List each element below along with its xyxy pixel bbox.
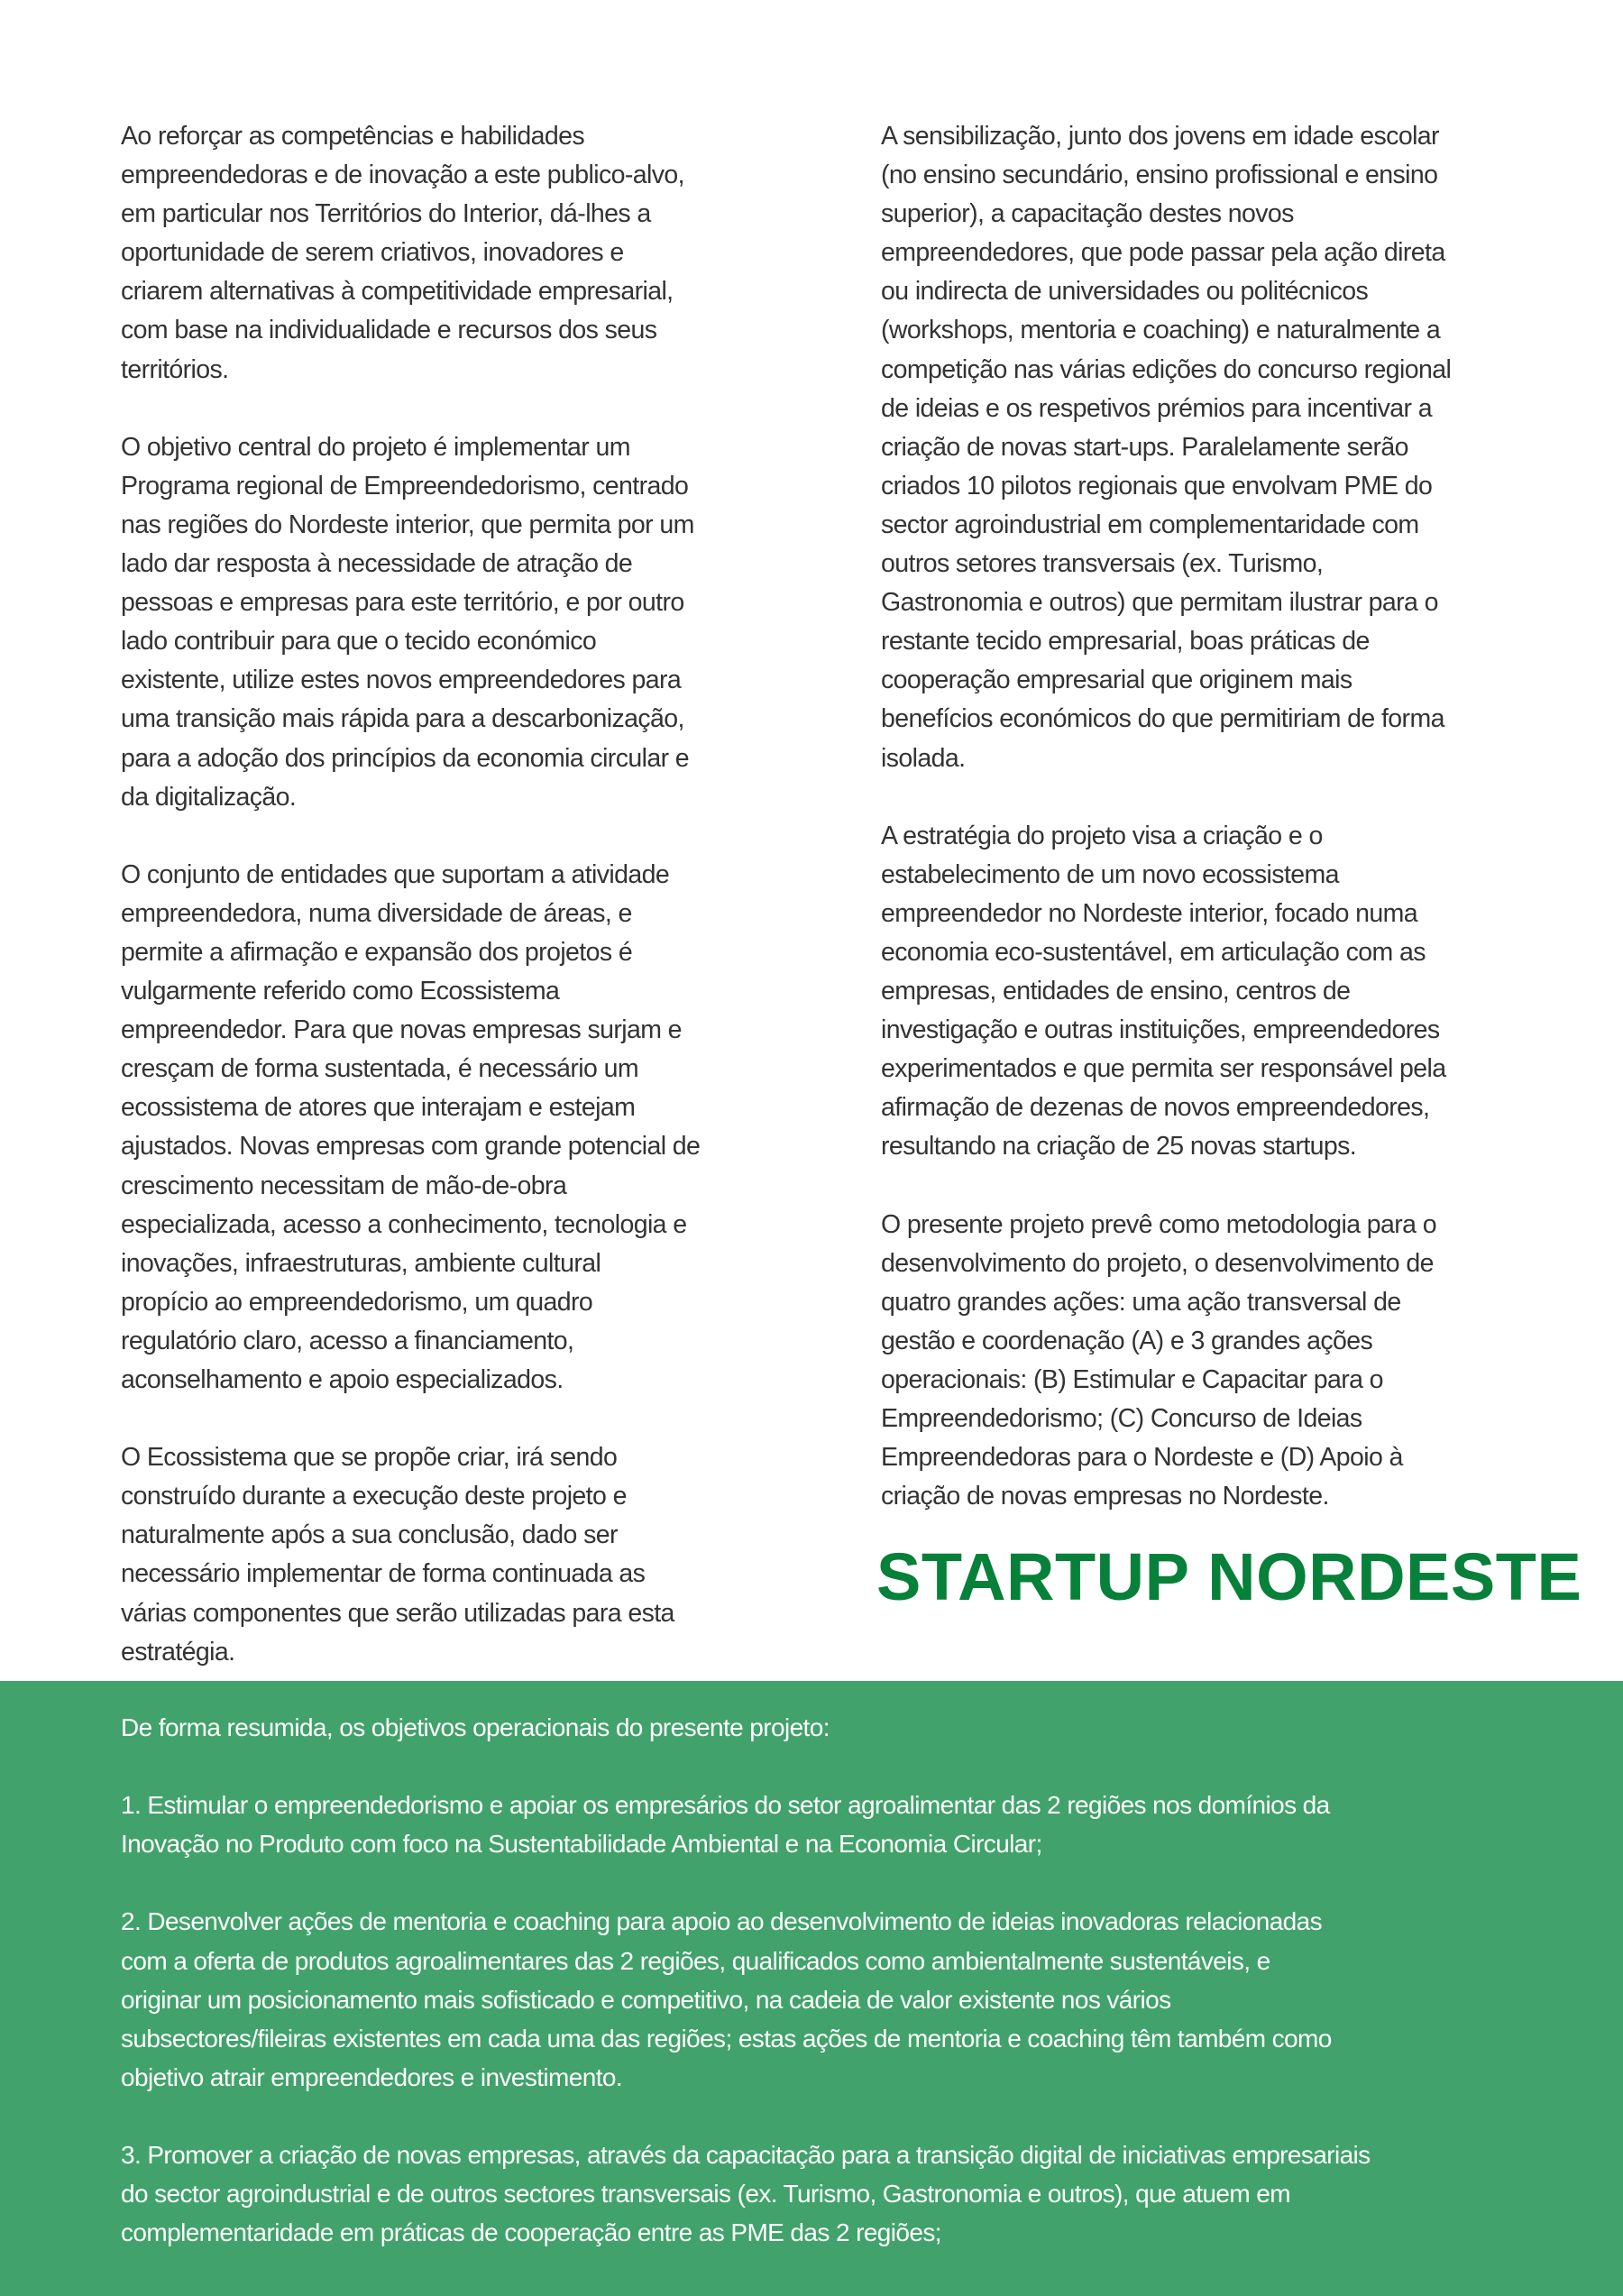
text-line: permite a afirmação e expansão dos projetos é (121, 937, 633, 967)
text-line: nas regiões do Nordeste interior, que permita por um (121, 510, 694, 539)
paragraph (121, 428, 806, 817)
text-line: Programa regional de Empreendedorismo, centrado (121, 471, 689, 501)
text-line: subsectores/fileiras existentes em cada uma das regiões; estas ações de mentoria e coaching têm também como (121, 2024, 1332, 2053)
text-line: O objetivo central do projeto é implementar um (121, 432, 630, 462)
text-line: lado contribuir para que o tecido económico (121, 627, 597, 657)
paragraph (121, 1902, 1371, 2096)
text-line: Ao reforçar as competências e habilidades (121, 122, 585, 151)
text-line: crescimento necessitam de mão-de-obra (121, 1171, 567, 1200)
paragraph (121, 2135, 1371, 2252)
text-line: estabelecimento de um novo ecossistema (881, 859, 1339, 889)
text-line: ajustados. Novas empresas com grande potencial de (121, 1132, 701, 1162)
text-line: naturalmente após a sua conclusão, dado ser (121, 1520, 618, 1550)
text-line: propício ao empreendedorismo, um quadro (121, 1287, 593, 1317)
text-line: do sector agroindustrial e de outros sectores transversais (ex. Turismo, Gastronomia e outros), que atuem em (121, 2180, 1290, 2209)
text-line: com base na individualidade e recursos dos seus (121, 316, 657, 345)
text-line: (no ensino secundário, ensino profissional e ensino (881, 161, 1438, 190)
text-line: A estratégia do projeto visa a criação e o (881, 821, 1323, 850)
text-line: de ideias e os respetivos prémios para incentivar a (881, 393, 1432, 423)
text-line: necessário implementar de forma continuada as (121, 1559, 646, 1589)
text-line: para a adoção dos princípios da economia circular e (121, 743, 690, 773)
text-line: cooperação empresarial que originem mais (881, 666, 1352, 695)
text-line: empreendedor no Nordeste interior, focado numa (881, 898, 1418, 928)
text-line: empreendedora, numa diversidade de áreas, e (121, 898, 632, 928)
text-line: existente, utilize estes novos empreendedores para (121, 666, 682, 695)
brand-title: STARTUP NORDESTE (876, 1539, 1582, 1614)
text-line: isolada. (881, 743, 966, 773)
text-line: especializada, acesso a conhecimento, tecnologia e (121, 1209, 687, 1239)
text-line: empreendedores, que pode passar pela ação direta (881, 238, 1445, 268)
text-line: lado dar resposta à necessidade de atração de (121, 549, 633, 579)
text-line: com a oferta de produtos agroalimentares das 2 regiões, qualificados como ambientalmente sustentáveis, e (121, 1946, 1270, 1975)
text-line: criação de novas start-ups. Paralelamente serão (881, 432, 1408, 462)
text-line: criação de novas empresas no Nordeste. (881, 1482, 1329, 1511)
text-line: O presente projeto prevê como metodologia para o (881, 1209, 1436, 1239)
paragraph (121, 117, 806, 390)
text-line: originar um posicionamento mais sofisticado e competitivo, na cadeia de valor existente nos vários (121, 1985, 1171, 2014)
text-line: restante tecido empresarial, boas práticas de (881, 627, 1370, 657)
text-line: empreendedoras e de inovação a este publico-alvo, (121, 161, 684, 190)
text-line: criados 10 pilotos regionais que envolvam PME do (881, 471, 1433, 501)
text-line: operacionais: (B) Estimular e Capacitar para o (881, 1365, 1383, 1394)
text-line: resultando na criação de 25 novas startups. (881, 1132, 1357, 1162)
text-line: investigação e outras instituições, empreendedores (881, 1015, 1440, 1045)
text-line: gestão e coordenação (A) e 3 grandes ações (881, 1326, 1373, 1355)
text-line: desenvolvimento do projeto, o desenvolvimento de (881, 1248, 1434, 1278)
text-line: construído durante a execução deste projeto e (121, 1482, 627, 1511)
text-line: complementaridade em práticas de cooperação entre as PME das 2 regiões; (121, 2218, 941, 2247)
text-line: 3. Promover a criação de novas empresas, através da capacitação para a transição digital de iniciativas empresariais (121, 2141, 1371, 2170)
text-line: 2. Desenvolver ações de mentoria e coaching para apoio ao desenvolvimento de ideias inovadoras relacionadas (121, 1907, 1323, 1936)
text-line: pessoas e empresas para este território, e por outro (121, 588, 684, 618)
text-line: em particular nos Territórios do Interior, dá-lhes a (121, 199, 651, 229)
text-line: várias componentes que serão utilizadas para esta (121, 1598, 674, 1628)
text-line: outros setores transversais (ex. Turismo, (881, 549, 1324, 579)
text-line: De forma resumida, os objetivos operacionais do presente projeto: (121, 1713, 830, 1741)
text-line: empresas, entidades de ensino, centros de (881, 977, 1351, 1006)
paragraph (121, 1438, 806, 1672)
text-line: (workshops, mentoria e coaching) e naturalmente a (881, 316, 1441, 345)
text-line: territórios. (121, 354, 229, 384)
text-line: competição nas várias edições do concurso regional (881, 354, 1452, 384)
left-column (121, 117, 806, 1711)
text-line: empreendedor. Para que novas empresas surjam e (121, 1015, 682, 1045)
text-line: Empreendedoras para o Nordeste e (D) Apoio à (881, 1443, 1403, 1473)
paragraph (121, 856, 806, 1400)
text-line: Inovação no Produto com foco na Sustentabilidade Ambiental e na Economia Circular; (121, 1830, 1042, 1859)
text-line: O conjunto de entidades que suportam a atividade (121, 859, 670, 889)
text-line: 1. Estimular o empreendedorismo e apoiar os empresários do setor agroalimentar das 2 regiões nos domínios da (121, 1791, 1330, 1820)
objectives-band (0, 1681, 1623, 2296)
text-line: sector agroindustrial em complementaridade com (881, 510, 1419, 539)
paragraph (881, 117, 1566, 778)
right-column (881, 117, 1566, 1555)
text-line: experimentados e que permita ser responsável pela (881, 1054, 1446, 1084)
text-line: inovações, infraestruturas, ambiente cultural (121, 1248, 601, 1278)
text-line: objetivo atrair empreendedores e investimento. (121, 2062, 623, 2091)
text-line: Empreendedorismo; (C) Concurso de Ideias (881, 1404, 1362, 1434)
text-line: ecossistema de atores que interajam e estejam (121, 1093, 636, 1123)
text-line: economia eco-sustentável, em articulação com as (881, 937, 1426, 967)
text-line: estratégia. (121, 1637, 235, 1667)
text-line: afirmação de dezenas de novos empreendedores, (881, 1093, 1430, 1123)
text-line: regulatório claro, acesso a financiamento, (121, 1326, 574, 1355)
paragraph (881, 817, 1566, 1167)
text-line: criarem alternativas à competitividade empresarial, (121, 277, 674, 307)
text-line: O Ecossistema que se propõe criar, irá sendo (121, 1443, 618, 1473)
paragraph (121, 1786, 1371, 1863)
text-line: benefícios económicos do que permitiriam de forma (881, 704, 1444, 734)
text-line: Gastronomia e outros) que permitam ilustrar para o (881, 588, 1438, 618)
text-line: uma transição mais rápida para a descarbonização, (121, 704, 684, 734)
text-line: A sensibilização, junto dos jovens em idade escolar (881, 122, 1439, 151)
text-line: ou indirecta de universidades ou politécnicos (881, 277, 1369, 307)
text-line: quatro grandes ações: uma ação transversal de (881, 1287, 1401, 1317)
text-line: da digitalização. (121, 782, 297, 812)
objectives-text (121, 1708, 1371, 2291)
text-line: oportunidade de serem criativos, inovadores e (121, 238, 624, 268)
text-line: aconselhamento e apoio especializados. (121, 1365, 564, 1394)
text-line: superior), a capacitação destes novos (881, 199, 1294, 229)
paragraph (121, 1708, 1371, 1747)
text-line: vulgarmente referido como Ecossistema (121, 977, 560, 1006)
paragraph (881, 1206, 1566, 1517)
text-line: cresçam de forma sustentada, é necessário um (121, 1054, 638, 1084)
